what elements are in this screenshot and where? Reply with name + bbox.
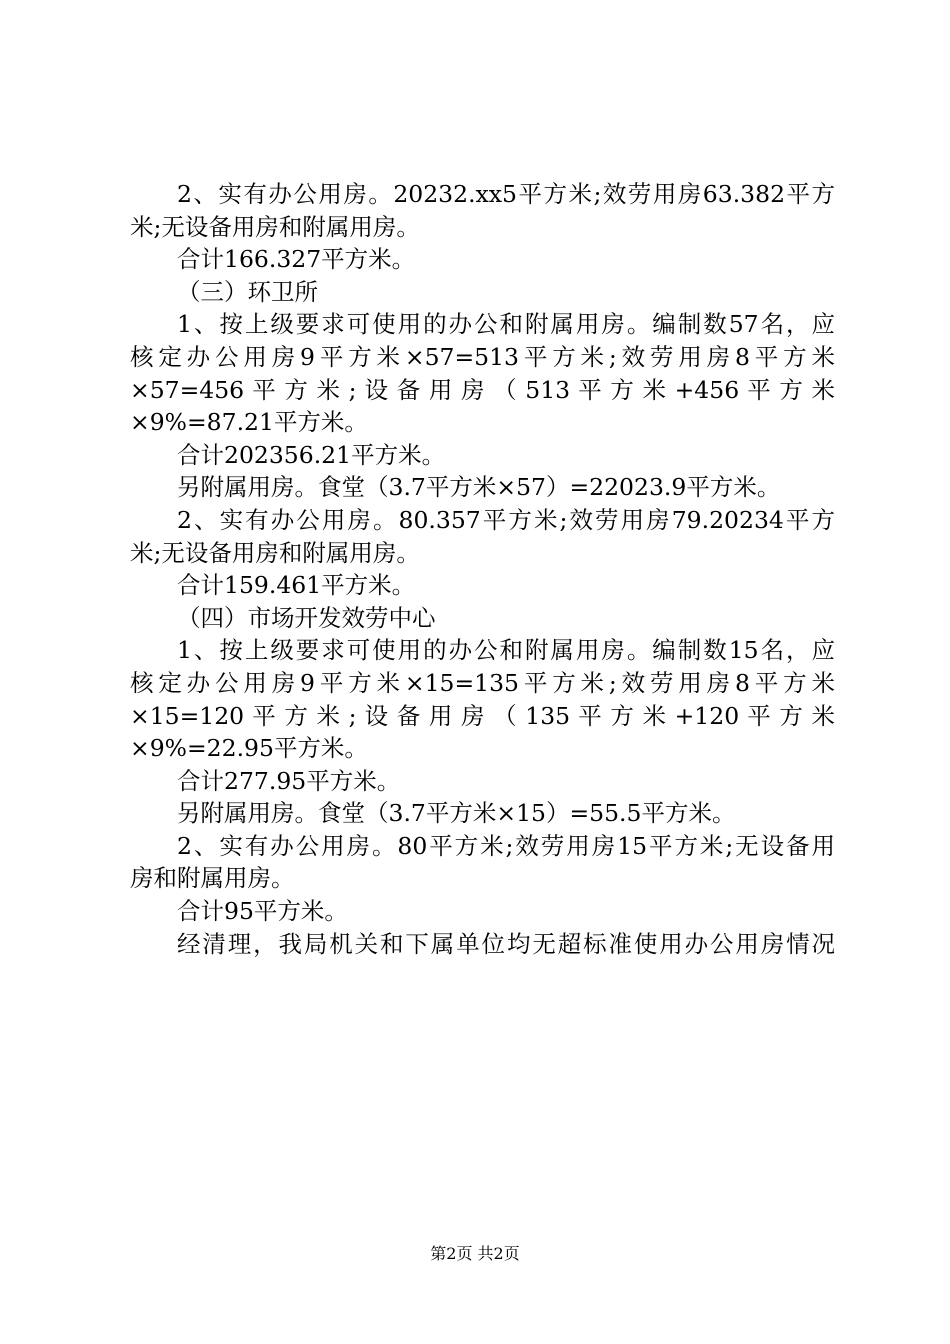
text-line: 经清理，我局机关和下属单位均无超标准使用办公用房情况: [177, 929, 835, 958]
text-line: 2、实有办公用房。20232.xx5平方米;效劳用房63.382平方: [177, 180, 835, 208]
text-line: 房和附属用房。: [130, 864, 295, 893]
text-line: 合计95平方米。: [177, 897, 348, 926]
document-body: [130, 178, 835, 960]
section-heading: （三）环卫所: [177, 277, 318, 306]
text-line: ×15=120 平 方 米 ; 设 备 用 房 （ 135 平 方 米 +120 平 方 米: [130, 701, 835, 730]
text-line: 核定办公用房9平方米×57=513平方米;效劳用房8平方米: [130, 342, 835, 371]
text-line: 另附属用房。食堂（3.7平方米×57）=22023.9平方米。: [177, 473, 781, 502]
text-line: ×9%=87.21平方米。: [130, 408, 368, 437]
text-line: ×57=456 平 方 米 ; 设 备 用 房 （ 513 平 方 米 +456 平 方 米: [130, 375, 835, 404]
section-heading: （四）市场开发效劳中心: [177, 603, 436, 632]
page-number-label: 第2页 共2页: [430, 1244, 520, 1263]
text-line: 1、按上级要求可使用的办公和附属用房。编制数57名，应: [177, 310, 835, 339]
text-line: 核定办公用房9平方米×15=135平方米;效劳用房8平方米: [130, 668, 835, 697]
text-line: 1、按上级要求可使用的办公和附属用房。编制数15名，应: [177, 636, 835, 665]
text-line: 另附属用房。食堂（3.7平方米×15）=55.5平方米。: [177, 799, 736, 828]
text-line: 米;无设备用房和附属用房。: [130, 538, 420, 567]
text-line: 2、实有办公用房。80平方米;效劳用房15平方米;无设备用: [177, 831, 835, 860]
text-line: 2、实有办公用房。80.357平方米;效劳用房79.20234平方: [177, 505, 835, 534]
text-line: 米;无设备用房和附属用房。: [130, 212, 420, 241]
page-footer: [0, 1243, 950, 1265]
text-line: 合计277.95平方米。: [177, 766, 401, 795]
text-line: ×9%=22.95平方米。: [130, 734, 368, 763]
text-line: 合计166.327平方米。: [177, 245, 416, 274]
text-line: 合计159.461平方米。: [177, 571, 416, 600]
text-line: 合计202356.21平方米。: [177, 440, 446, 469]
